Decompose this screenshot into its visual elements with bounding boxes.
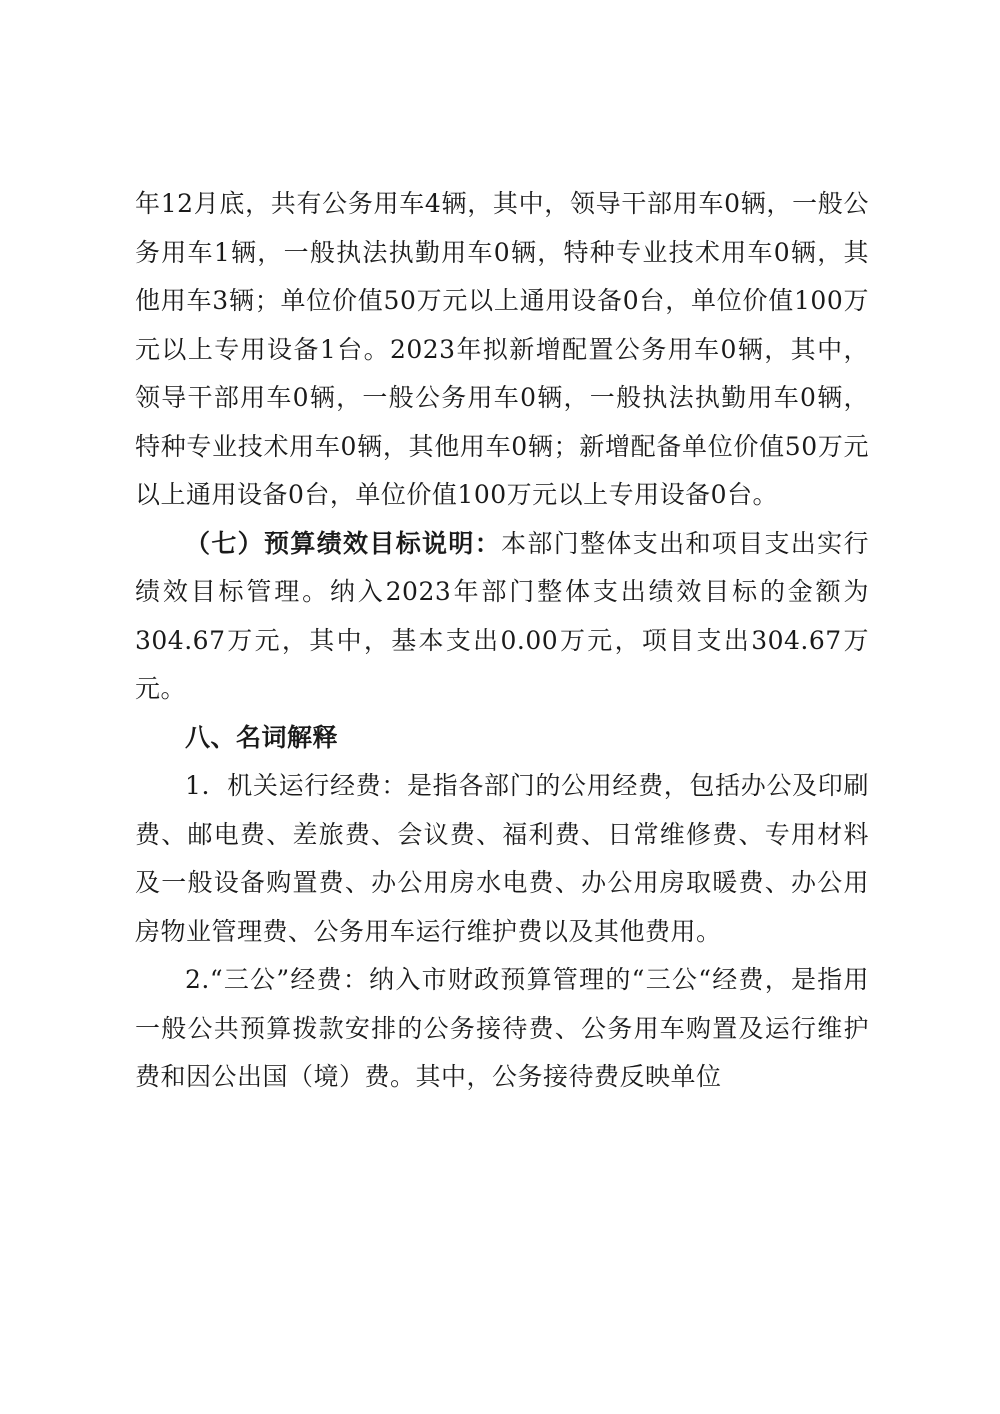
paragraph-performance-targets [135,520,869,714]
performance-text: 本部门整体支出和项目支出实行绩效目标管理。纳入2023年部门整体支出绩效目标的金额为304.67万元，其中，基本支出0.00万元，项目支出304.67万元。 [135,528,869,703]
paragraph-term-operating-expenses: 1．机关运行经费：是指各部门的公用经费，包括办公及印刷费、邮电费、差旅费、会议费、福利费、日常维修费、专用材料及一般设备购置费、办公用房水电费、办公用房取暖费、办公用房物业管理费、公务用车运行维护费以及其他费用。 [135,771,869,946]
performance-heading: （七）预算绩效目标说明： [185,528,502,558]
section-heading-glossary: 八、名词解释 [185,722,339,752]
paragraph-vehicles-equipment: 年12月底，共有公务用车4辆，其中，领导干部用车0辆，一般公务用车1辆，一般执法执勤用车0辆，特种专业技术用车0辆，其他用车3辆；单位价值50万元以上通用设备0台，单位价值100万元以上专用设备1台。2023年拟新增配置公务用车0辆，其中，领导干部用车0辆，一般公务用车0辆，一般执法执勤用车0辆，特种专业技术用车0辆，其他用车0辆；新增配备单位价值50万元以上通用设备0台，单位价值100万元以上专用设备0台。 [135,189,869,509]
paragraph-term-three-public-expenses: 2.“三公”经费：纳入市财政预算管理的“三公“经费，是指用一般公共预算拨款安排的公务接待费、公务用车购置及运行维护费和因公出国（境）费。其中，公务接待费反映单位 [135,965,869,1091]
document-body [135,180,869,1102]
